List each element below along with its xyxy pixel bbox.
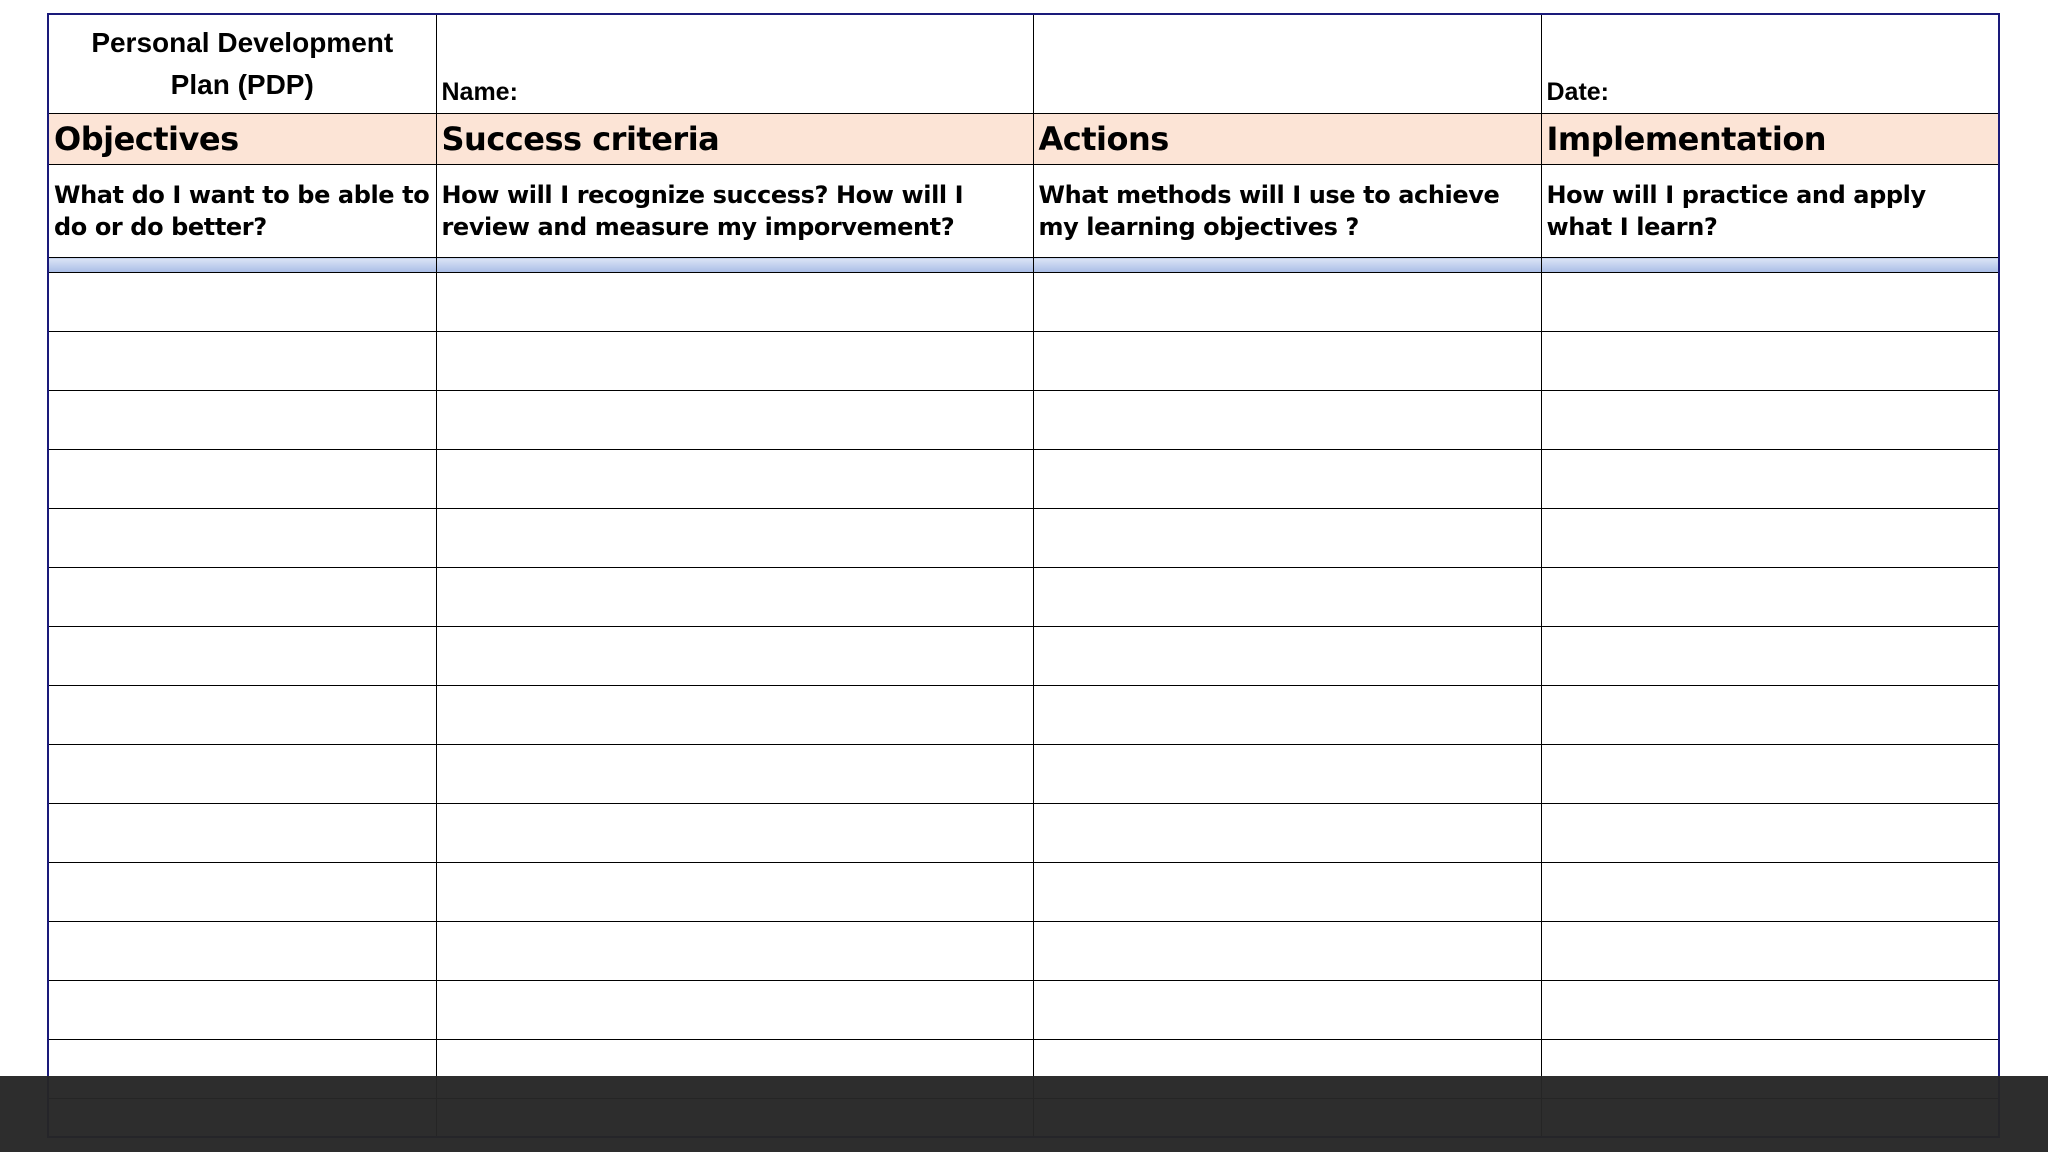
title-row	[49, 15, 2000, 114]
success-criteria-entry-cell[interactable]	[436, 332, 1033, 391]
actions-entry-cell[interactable]	[1033, 745, 1541, 804]
pdp-sheet	[47, 13, 2000, 1138]
entry-row	[49, 686, 2000, 745]
entry-row	[49, 391, 2000, 450]
actions-entry-cell[interactable]	[1033, 332, 1541, 391]
success-criteria-entry-cell[interactable]	[436, 509, 1033, 568]
heading-actions: Actions	[1033, 114, 1541, 165]
implementation-entry-cell[interactable]	[1541, 804, 2000, 863]
implementation-entry-cell[interactable]	[1541, 450, 2000, 509]
heading-success-criteria: Success criteria	[436, 114, 1033, 165]
separator-cell	[1541, 258, 2000, 273]
question-success-criteria: How will I recognize success? How will I review and measure my imporvement?	[436, 165, 1033, 258]
implementation-entry-cell[interactable]	[1541, 273, 2000, 332]
pdp-table	[49, 15, 2000, 1138]
success-criteria-entry-cell[interactable]	[436, 391, 1033, 450]
heading-objectives: Objectives	[49, 114, 436, 165]
actions-entry-cell[interactable]	[1033, 450, 1541, 509]
entry-row	[49, 450, 2000, 509]
implementation-entry-cell[interactable]	[1541, 391, 2000, 450]
implementation-entry-cell[interactable]	[1541, 627, 2000, 686]
objective-entry-cell[interactable]	[49, 981, 436, 1040]
guiding-question-row	[49, 165, 2000, 258]
actions-entry-cell[interactable]	[1033, 922, 1541, 981]
document-title-line1: Personal Development	[91, 27, 394, 58]
objective-entry-cell[interactable]	[49, 863, 436, 922]
entry-row	[49, 863, 2000, 922]
document-title-line2: Plan (PDP)	[170, 69, 314, 100]
bottom-taskbar	[0, 1076, 2048, 1152]
objective-entry-cell[interactable]	[49, 627, 436, 686]
actions-entry-cell[interactable]	[1033, 391, 1541, 450]
implementation-entry-cell[interactable]	[1541, 981, 2000, 1040]
entry-row	[49, 273, 2000, 332]
name-value-cell[interactable]	[1033, 15, 1541, 114]
entry-row	[49, 568, 2000, 627]
implementation-entry-cell[interactable]	[1541, 509, 2000, 568]
document-title	[49, 15, 436, 114]
entry-row	[49, 627, 2000, 686]
actions-entry-cell[interactable]	[1033, 981, 1541, 1040]
objective-entry-cell[interactable]	[49, 804, 436, 863]
separator-cell	[49, 258, 436, 273]
objective-entry-cell[interactable]	[49, 332, 436, 391]
success-criteria-entry-cell[interactable]	[436, 863, 1033, 922]
implementation-entry-cell[interactable]	[1541, 332, 2000, 391]
success-criteria-entry-cell[interactable]	[436, 686, 1033, 745]
entry-row	[49, 981, 2000, 1040]
objective-entry-cell[interactable]	[49, 922, 436, 981]
objective-entry-cell[interactable]	[49, 509, 436, 568]
name-field[interactable]	[436, 15, 1033, 114]
implementation-entry-cell[interactable]	[1541, 922, 2000, 981]
column-heading-row	[49, 114, 2000, 165]
entry-row	[49, 745, 2000, 804]
separator-row	[49, 258, 2000, 273]
objective-entry-cell[interactable]	[49, 568, 436, 627]
success-criteria-entry-cell[interactable]	[436, 745, 1033, 804]
success-criteria-entry-cell[interactable]	[436, 804, 1033, 863]
entry-row	[49, 922, 2000, 981]
name-label: Name:	[441, 78, 518, 106]
actions-entry-cell[interactable]	[1033, 863, 1541, 922]
entry-row	[49, 804, 2000, 863]
question-objectives: What do I want to be able to do or do better?	[49, 165, 436, 258]
objective-entry-cell[interactable]	[49, 450, 436, 509]
actions-entry-cell[interactable]	[1033, 568, 1541, 627]
success-criteria-entry-cell[interactable]	[436, 627, 1033, 686]
objective-entry-cell[interactable]	[49, 391, 436, 450]
success-criteria-entry-cell[interactable]	[436, 273, 1033, 332]
heading-implementation: Implementation	[1541, 114, 2000, 165]
implementation-entry-cell[interactable]	[1541, 686, 2000, 745]
date-label: Date:	[1546, 78, 1610, 106]
question-actions: What methods will I use to achieve my learning objectives ?	[1033, 165, 1541, 258]
separator-cell	[1033, 258, 1541, 273]
entry-row	[49, 509, 2000, 568]
question-implementation: How will I practice and apply what I learn?	[1541, 165, 2000, 258]
date-field[interactable]	[1541, 15, 2000, 114]
objective-entry-cell[interactable]	[49, 686, 436, 745]
actions-entry-cell[interactable]	[1033, 686, 1541, 745]
objective-entry-cell[interactable]	[49, 745, 436, 804]
actions-entry-cell[interactable]	[1033, 273, 1541, 332]
success-criteria-entry-cell[interactable]	[436, 922, 1033, 981]
actions-entry-cell[interactable]	[1033, 509, 1541, 568]
success-criteria-entry-cell[interactable]	[436, 568, 1033, 627]
actions-entry-cell[interactable]	[1033, 804, 1541, 863]
success-criteria-entry-cell[interactable]	[436, 981, 1033, 1040]
objective-entry-cell[interactable]	[49, 273, 436, 332]
implementation-entry-cell[interactable]	[1541, 863, 2000, 922]
actions-entry-cell[interactable]	[1033, 627, 1541, 686]
pdp-table-body	[49, 15, 2000, 1138]
separator-cell	[436, 258, 1033, 273]
implementation-entry-cell[interactable]	[1541, 568, 2000, 627]
success-criteria-entry-cell[interactable]	[436, 450, 1033, 509]
implementation-entry-cell[interactable]	[1541, 745, 2000, 804]
entry-row	[49, 332, 2000, 391]
